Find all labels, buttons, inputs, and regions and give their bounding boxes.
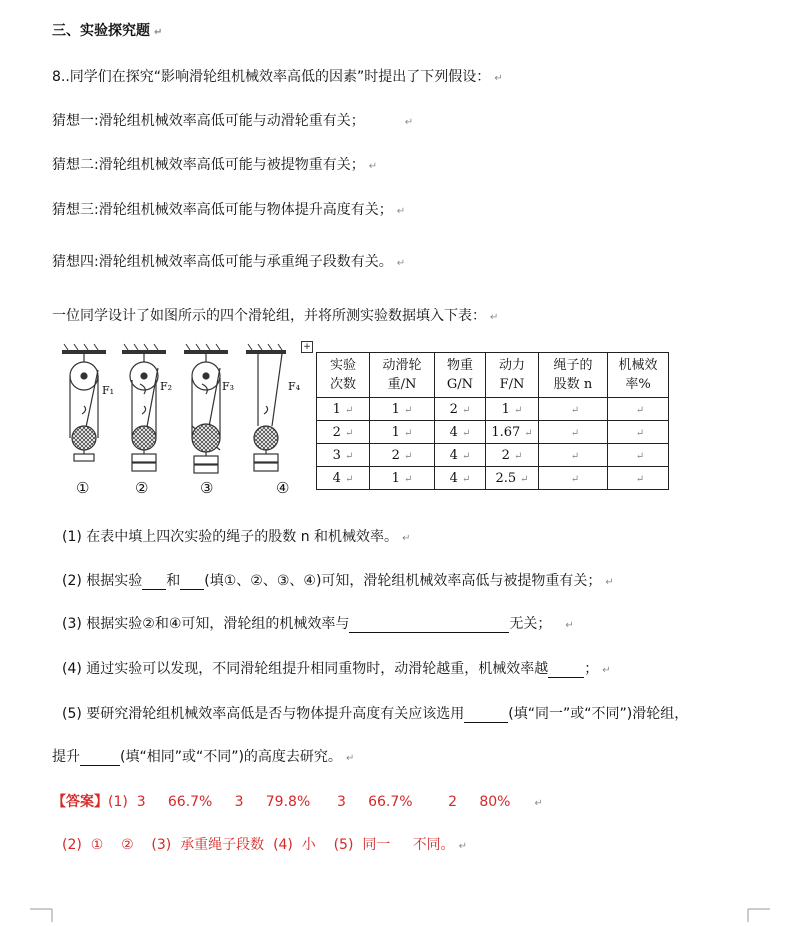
table-move-handle[interactable]: + bbox=[301, 341, 313, 353]
pulley-setup-2 bbox=[130, 354, 158, 471]
header-cell: 动力 F/N bbox=[486, 353, 539, 398]
header-cell: 机械效 率% bbox=[608, 353, 669, 398]
setup-label-4: ④ bbox=[276, 479, 290, 497]
table-cell: 4 ↵ bbox=[435, 467, 486, 490]
answer-line-2 bbox=[62, 834, 467, 854]
table-cell[interactable]: ↵ bbox=[539, 421, 608, 444]
table-cell: 3 ↵ bbox=[317, 444, 370, 467]
table-cell: 4 ↵ bbox=[317, 467, 370, 490]
paragraph-mark: ↵ bbox=[345, 753, 355, 764]
paragraph-mark: ↵ bbox=[458, 841, 467, 852]
sub-question-3 bbox=[62, 613, 574, 633]
section-heading bbox=[52, 20, 162, 40]
answer-line-1 bbox=[52, 791, 543, 811]
pulley-figure bbox=[52, 340, 302, 500]
hypothesis-4-text: 猜想四:滑轮组机械效率高低可能与承重绳子段数有关。 bbox=[52, 254, 393, 270]
table-cell[interactable]: ↵ bbox=[608, 444, 669, 467]
table-cell: 2 ↵ bbox=[435, 398, 486, 421]
hypothesis-3 bbox=[52, 199, 405, 219]
answer-blank[interactable] bbox=[464, 706, 508, 723]
page-corner-mark-right bbox=[746, 908, 770, 922]
question-stem-text: 8..同学们在探究“影响滑轮组机械效率高低的因素”时提出了下列假设： bbox=[52, 69, 491, 85]
header-cell: 物重 G/N bbox=[435, 353, 486, 398]
paragraph-mark: ↵ bbox=[534, 798, 543, 809]
paragraph-mark: ↵ bbox=[490, 312, 499, 323]
answer-blank[interactable] bbox=[548, 661, 584, 678]
sub-question-4 bbox=[62, 658, 611, 678]
paragraph-mark: ↵ bbox=[602, 665, 611, 676]
paragraph-mark: ↵ bbox=[368, 161, 378, 172]
table-row bbox=[317, 444, 669, 467]
table-cell[interactable]: ↵ bbox=[608, 467, 669, 490]
table-cell[interactable]: ↵ bbox=[608, 421, 669, 444]
table-cell[interactable]: ↵ bbox=[539, 444, 608, 467]
header-cell: 动滑轮 重/N bbox=[370, 353, 435, 398]
answer-line-2-text: (2) ① ② (3) 承重绳子段数 (4) 小 (5) 同一 不同。 bbox=[62, 837, 455, 853]
answer-tag: 【答案】 bbox=[52, 794, 108, 810]
hypothesis-1 bbox=[52, 110, 413, 130]
answer-blank[interactable] bbox=[349, 616, 509, 633]
question-stem bbox=[52, 66, 503, 86]
force-label-2: F₂ bbox=[160, 380, 173, 393]
hypothesis-3-text: 猜想三:滑轮组机械效率高低可能与物体提升高度有关； bbox=[52, 202, 393, 218]
page-corner-mark-left bbox=[30, 908, 54, 922]
table-cell[interactable]: ↵ bbox=[608, 398, 669, 421]
answer-blank[interactable] bbox=[142, 573, 166, 590]
table-cell: 2 ↵ bbox=[317, 421, 370, 444]
table-cell: 1.67 ↵ bbox=[486, 421, 539, 444]
header-cell: 绳子的 股数 n bbox=[539, 353, 608, 398]
table-cell: 2 ↵ bbox=[370, 444, 435, 467]
table-cell: 1 ↵ bbox=[370, 398, 435, 421]
hypothesis-2 bbox=[52, 154, 377, 174]
sub-question-4-text-b: ； bbox=[584, 661, 599, 677]
table-cell: 2 ↵ bbox=[486, 444, 539, 467]
sub-question-5-text-a: (5) 要研究滑轮组机械效率高低是否与物体提升高度有关应该选用 bbox=[62, 706, 465, 722]
table-cell: 1 ↵ bbox=[486, 398, 539, 421]
force-label-1: F₁ bbox=[102, 384, 115, 397]
table-row bbox=[317, 398, 669, 421]
setup-label-3: ③ bbox=[200, 479, 214, 497]
ceiling-3 bbox=[184, 344, 228, 354]
setup-label-1: ① bbox=[76, 479, 90, 497]
sub-question-2-text-b: 和 bbox=[166, 573, 181, 589]
pulley-setup-1 bbox=[70, 354, 98, 461]
pulley-setup-4 bbox=[254, 354, 282, 471]
sub-question-2-text-c: (填①、②、③、④)可知，滑轮组机械效率高低与被提物重有关； bbox=[204, 573, 602, 589]
table-cell: 2.5 ↵ bbox=[486, 467, 539, 490]
table-cell[interactable]: ↵ bbox=[539, 398, 608, 421]
sub-question-2-text-a: (2) 根据实验 bbox=[62, 573, 143, 589]
table-cell: 1 ↵ bbox=[370, 467, 435, 490]
sub-question-4-text-a: (4) 通过实验可以发现，不同滑轮组提升相同重物时，动滑轮越重，机械效率越 bbox=[62, 661, 549, 677]
table-cell: 1 ↵ bbox=[317, 398, 370, 421]
section-heading-text: 三、实验探究题 bbox=[52, 23, 150, 39]
force-label-4: F₄ bbox=[288, 380, 301, 393]
answer-line-1-text: (1) 3 66.7% 3 79.8% 3 66.7% 2 80% bbox=[108, 794, 511, 810]
sub-question-2 bbox=[62, 570, 614, 590]
sub-question-5-text-c: 提升 bbox=[52, 749, 80, 765]
paragraph-mark: ↵ bbox=[404, 117, 414, 128]
table-row bbox=[317, 421, 669, 444]
hypothesis-4 bbox=[52, 251, 405, 271]
pulley-setup-3 bbox=[192, 354, 220, 473]
paragraph-mark: ↵ bbox=[154, 27, 163, 38]
paragraph-mark: ↵ bbox=[396, 206, 406, 217]
sub-question-5-continued bbox=[52, 746, 354, 766]
figure-intro-text: 一位同学设计了如图所示的四个滑轮组，并将所测实验数据填入下表： bbox=[52, 308, 486, 324]
sub-question-1-text: (1) 在表中填上四次实验的绳子的股数 n 和机械效率。 bbox=[62, 529, 399, 545]
paragraph-mark: ↵ bbox=[565, 620, 574, 631]
force-label-3: F₃ bbox=[222, 380, 235, 393]
table-cell: 4 ↵ bbox=[435, 444, 486, 467]
answer-blank[interactable] bbox=[180, 573, 204, 590]
table-cell[interactable]: ↵ bbox=[539, 467, 608, 490]
ceiling-4 bbox=[246, 344, 286, 354]
paragraph-mark: ↵ bbox=[605, 577, 614, 588]
data-table bbox=[316, 352, 669, 490]
sub-question-1 bbox=[62, 526, 410, 546]
hypothesis-2-text: 猜想二:滑轮组机械效率高低可能与被提物重有关； bbox=[52, 157, 365, 173]
answer-blank[interactable] bbox=[80, 749, 120, 766]
paragraph-mark: ↵ bbox=[494, 73, 503, 84]
sub-question-3-text-b: 无关； bbox=[509, 616, 552, 632]
ceiling-2 bbox=[122, 344, 166, 354]
header-cell: 实验 次数 bbox=[317, 353, 370, 398]
sub-question-5-text-d: (填“相同”或“不同”)的高度去研究。 bbox=[120, 749, 342, 765]
sub-question-3-text-a: (3) 根据实验②和④可知，滑轮组的机械效率与 bbox=[62, 616, 350, 632]
table-cell: 4 ↵ bbox=[435, 421, 486, 444]
table-cell: 1 ↵ bbox=[370, 421, 435, 444]
sub-question-5-text-b: (填“同一”或“不同”)滑轮组， bbox=[508, 706, 689, 722]
sub-question-5 bbox=[62, 703, 688, 723]
paragraph-mark: ↵ bbox=[396, 258, 406, 269]
figure-intro bbox=[52, 305, 498, 325]
hypothesis-1-text: 猜想一:滑轮组机械效率高低可能与动滑轮重有关； bbox=[52, 113, 365, 129]
paragraph-mark: ↵ bbox=[402, 533, 411, 544]
table-row bbox=[317, 467, 669, 490]
setup-label-2: ② bbox=[135, 479, 149, 497]
ceiling-1 bbox=[62, 344, 106, 354]
table-header-row bbox=[317, 353, 669, 398]
